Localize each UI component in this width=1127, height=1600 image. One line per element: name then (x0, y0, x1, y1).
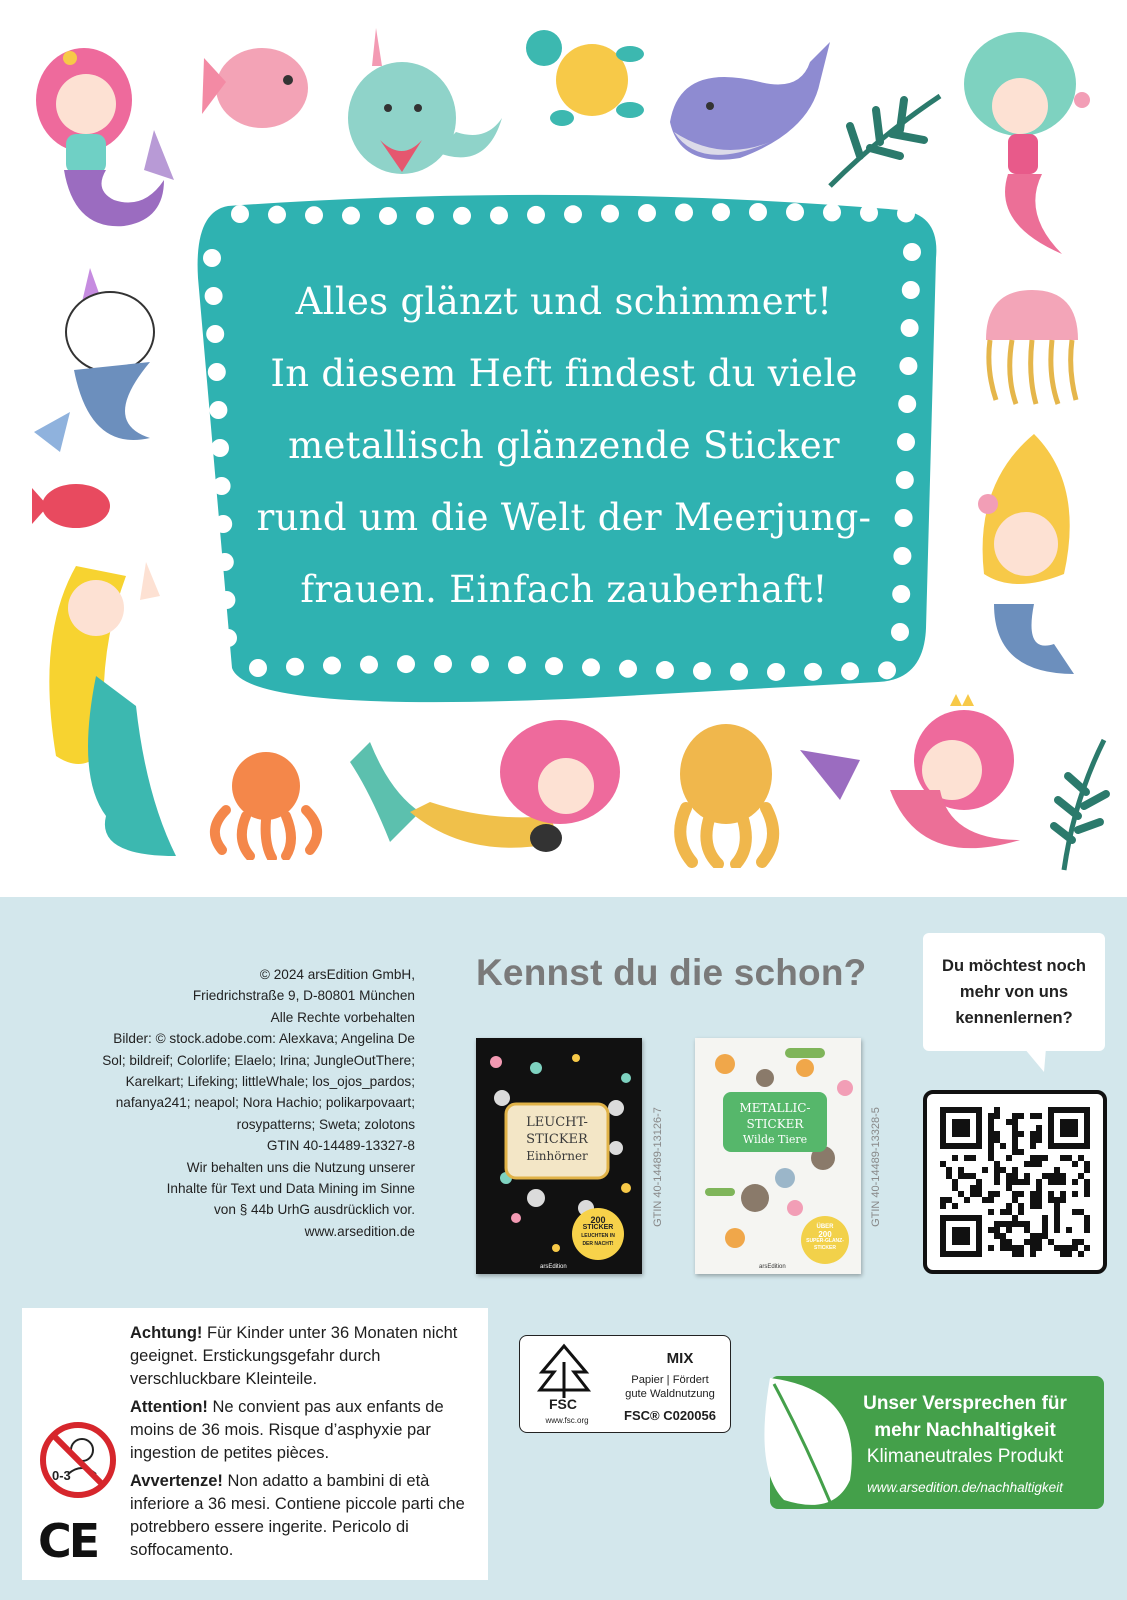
age-warning-icon (38, 1420, 118, 1500)
board-line: In diesem Heft findest du viele (270, 352, 858, 395)
warning-de-label: Achtung! (130, 1324, 203, 1342)
imprint-line: Wir behalten uns die Nutzung unserer (186, 1159, 415, 1175)
imprint-line: Alle Rechte vorbehalten (270, 1009, 415, 1025)
mermaid-lying-icon (350, 712, 640, 882)
safety-warning (22, 1308, 488, 1580)
board-line: frauen. Einfach zauberhaft! (300, 568, 828, 611)
imprint-line: nafanya241; neapol; Nora Hachio; polikarpovaart; (115, 1095, 415, 1111)
speech-line: mehr von uns (959, 983, 1069, 1001)
speech-bubble-tail (1020, 1048, 1050, 1074)
imprint-line: Inhalte für Text und Data Mining im Sinne (166, 1181, 415, 1197)
sustainability-link[interactable]: www.arsedition.de/nachhaltigkeit (867, 1480, 1063, 1495)
gtin-vertical (651, 1062, 665, 1272)
sustainability-line: Unser Versprechen für (863, 1393, 1067, 1414)
imprint-line: GTIN 40-14489-13327-8 (266, 1138, 415, 1154)
book-title: STICKER (746, 1117, 804, 1131)
ce-mark: CE (38, 1514, 98, 1568)
fsc-label (519, 1335, 731, 1433)
gtin-text: GTIN 40-14489-13126-7 (652, 1107, 664, 1227)
book-badge: LEUCHTEN IN (581, 1233, 615, 1239)
book-cover-leucht-sticker[interactable] (476, 1038, 642, 1274)
book-badge: 200 (590, 1215, 606, 1225)
mermaid-green-hair-icon (952, 14, 1102, 264)
speech-line: Du möchtest noch (942, 957, 1086, 975)
fsc-url: www.fsc.org (545, 1416, 589, 1425)
fsc-mix: MIX (666, 1350, 694, 1367)
fsc-logo-text: FSC (549, 1396, 577, 1412)
octopus-yellow-icon (662, 718, 792, 868)
cat-mermaid-icon (30, 262, 170, 462)
book-subtitle: Wilde Tiere (742, 1133, 808, 1146)
book-subtitle: Einhörner (526, 1149, 588, 1163)
book-badge: ÜBER (816, 1224, 834, 1230)
warning-it-text: Non adatto a bambini di età inferiore a 36 mesi. Contiene piccole parti che potrebbero essere ingerite. Pericolo di soffocamento. (130, 1472, 465, 1559)
warning-de-text: Für Kinder unter 36 Monaten nicht geeignet. Erstickungsgefahr durch verschluckbare Kleinteile. (130, 1324, 458, 1388)
board-line: Alles glänzt und schimmert! (295, 280, 833, 323)
board-line: metallisch glänzende Sticker (288, 424, 840, 467)
speech-line: kennenlernen? (955, 1009, 1073, 1027)
mermaid-blonde-icon (36, 556, 186, 876)
gtin-text: GTIN 40-14489-13328-5 (870, 1107, 882, 1227)
book-badge: 200 (818, 1230, 832, 1239)
seaweed-icon (820, 86, 950, 196)
imprint-line: rosypatterns; Sweta; zolotons (236, 1116, 415, 1132)
website-link[interactable]: www.arsedition.de (304, 1223, 415, 1239)
imprint-line: Friedrichstraße 9, D-80801 München (192, 988, 415, 1004)
warning-fr-label: Attention! (130, 1398, 208, 1416)
whale-icon (660, 22, 840, 172)
warning-it-label: Avvertenze! (130, 1472, 223, 1490)
fsc-code: FSC® C020056 (624, 1408, 716, 1423)
board-line: rund um die Welt der Meerjung- (256, 496, 872, 539)
turtle-icon (512, 14, 652, 134)
age-label: 0-3 (52, 1468, 71, 1483)
gtin-vertical (869, 1062, 883, 1272)
warning-fr (130, 1396, 480, 1465)
fsc-tree-icon (534, 1342, 594, 1400)
mermaid-princess-icon (800, 690, 1050, 880)
publisher-mark: arsEdition (759, 1264, 786, 1270)
imprint (55, 964, 415, 1242)
fsc-sub-line: Papier | Fördert (631, 1374, 709, 1386)
book-title: LEUCHT- (526, 1115, 588, 1130)
imprint-line: Sol; bildreif; Colorlife; Elaelo; Irina; JungleOutThere; (102, 1052, 415, 1068)
sustainability-sub: Klimaneutrales Produkt (866, 1446, 1064, 1467)
imprint-line: Karelkart; Lifeking; littleWhale; los_ojos_pardos; (125, 1074, 415, 1090)
book-badge: STICKER (582, 1224, 614, 1231)
fsc-sub-line: gute Waldnutzung (625, 1388, 715, 1400)
warning-de (130, 1322, 480, 1391)
book-badge: SUPER-GLANZ- (806, 1238, 844, 1244)
book-title: METALLIC- (739, 1101, 811, 1115)
promo-heading: Kennst du die schon? (476, 952, 867, 993)
speech-bubble (923, 933, 1105, 1051)
warning-fr-text: Ne convient pas aux enfants de moins de 36 mois. Risque d’asphyxie par ingestion de petites pièces. (130, 1398, 444, 1462)
warning-it (130, 1470, 480, 1562)
mermaid-pink-hair-icon (14, 30, 184, 240)
imprint-line: © 2024 arsEdition GmbH, (259, 967, 415, 982)
seaweed-right-icon (1044, 730, 1114, 880)
red-fish-icon (26, 476, 116, 536)
book-title: STICKER (526, 1132, 588, 1147)
imprint-line: von § 44b UrhG ausdrücklich vor. (214, 1202, 415, 1218)
sustainability-line: mehr Nachhaltigkeit (874, 1420, 1056, 1441)
qr-code[interactable] (923, 1090, 1107, 1274)
pink-fish-icon (184, 18, 314, 148)
narwhal-icon (336, 22, 516, 182)
octopus-orange-icon (206, 740, 326, 860)
mermaid-yellow-hair-icon (954, 424, 1104, 684)
book-badge: DER NACHT! (582, 1241, 614, 1247)
publisher-mark: arsEdition (540, 1264, 567, 1270)
book-cover-metallic-sticker[interactable] (695, 1038, 861, 1274)
jellyfish-icon (966, 280, 1096, 410)
imprint-line: Bilder: © stock.adobe.com: Alexkava; Angelina De (113, 1031, 415, 1047)
board-text (228, 266, 900, 626)
text-board (188, 188, 940, 712)
book-badge: STICKER (814, 1245, 836, 1251)
qr-code-pattern (927, 1094, 1103, 1270)
sustainability-badge (770, 1376, 1104, 1509)
